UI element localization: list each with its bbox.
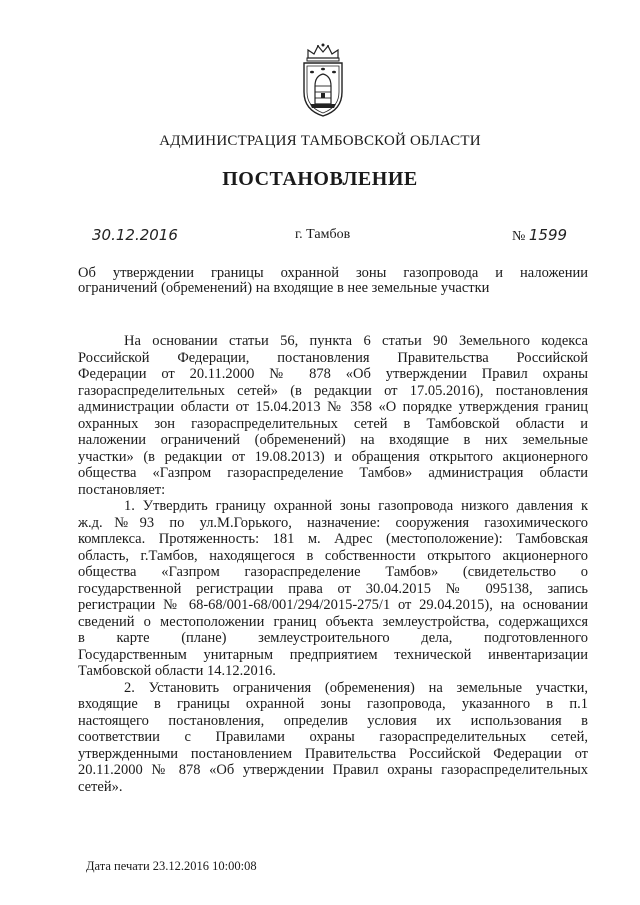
subject-line: ограничений (обременений) на входящие в нее земельные участки xyxy=(78,280,490,296)
text-line: общества «Газпром газораспределение Тамбов» (свидетельство о xyxy=(78,564,588,580)
text-line: комплекса. Протяженность: 181 м. Адрес (местоположение): Тамбовская xyxy=(78,531,588,547)
text-line: участки» (в редакции от 19.08.2013) и обращения открытого акционерного xyxy=(78,448,588,465)
handwritten-date: 30.12.2016 xyxy=(92,226,178,244)
print-date: Дата печати 23.12.2016 10:00:08 xyxy=(86,859,257,873)
number-prefix: № xyxy=(512,229,526,244)
handwritten-number: 1599 xyxy=(528,226,568,244)
text-line: 1. Утвердить границу охранной зоны газопровода низкого давления к xyxy=(124,498,588,514)
document-type-title: ПОСТАНОВЛЕНИЕ xyxy=(222,168,418,190)
text-line: наложении ограничений (обременений) на входящие в них земельные xyxy=(78,432,588,448)
text-line: входящие в границы охранной зоны газопровода, указанного в п.1 xyxy=(78,696,588,712)
text-line: ж.д.№93 по ул.М.Горького, назначение: сооружения газохимического xyxy=(78,514,588,531)
text-line: сетей». xyxy=(78,778,123,795)
text-line: 2. Установить ограничения (обременения) на земельные участки, xyxy=(124,679,588,696)
text-line: утвержденными постановлением Правительства Российской Федерации от xyxy=(78,745,588,762)
text-line: общества «Газпром газораспределение Тамбов» администрация области xyxy=(78,465,588,481)
document-subject xyxy=(78,266,588,296)
item-2-paragraph xyxy=(78,680,588,796)
text-line: Российской Федерации, постановления Правительства Российской xyxy=(78,349,588,366)
text-line: сведений о местоположении границ объекта землеустройства, содержащихся xyxy=(78,613,588,630)
text-line: регистрации № 68-68/001-68/001/294/2015-275/1 от 29.04.2015), на основании xyxy=(78,597,588,613)
text-line: 20.11.2000 № 878 «Об утверждении Правил охраны газораспределительных xyxy=(78,762,588,778)
text-line: в карте (плане) землеустроительного дела, подготовленного xyxy=(78,630,588,646)
text-line: Государственным унитарным предприятием технической инвентаризации xyxy=(78,646,588,663)
document-body xyxy=(78,333,588,795)
text-line: государственной регистрации права от 30.04.2015 № 095138, запись xyxy=(78,580,588,597)
text-line: настоящего постановления, определив условия их использования в xyxy=(78,712,588,729)
text-line: охранных зон газораспределительных сетей в Тамбовской области и xyxy=(78,415,588,432)
city: г. Тамбов xyxy=(295,227,351,242)
coat-of-arms-icon xyxy=(296,42,350,118)
text-line: администрации области от 15.04.2013 № 358 «О порядке утверждения границ xyxy=(78,399,588,415)
preamble-paragraph xyxy=(78,333,588,498)
subject-line: Об утверждении границы охранной зоны газопровода и наложении xyxy=(78,265,588,281)
text-line: На основании статьи 56, пункта 6 статьи 90 Земельного кодекса xyxy=(124,333,588,349)
organization-name: АДМИНИСТРАЦИЯ ТАМБОВСКОЙ ОБЛАСТИ xyxy=(159,133,481,149)
text-line: Тамбовской области 14.12.2016. xyxy=(78,663,276,679)
text-line: Федерации от 20.11.2000 № 878 «Об утверждении Правил охраны xyxy=(78,366,588,382)
text-line: соответствии с Правилами охраны газораспределительных сетей, xyxy=(78,729,588,745)
text-line: область, г.Тамбов, находящегося в собственности открытого акционерного xyxy=(78,547,588,564)
document-number xyxy=(512,226,567,245)
text-line: газораспределительных сетей» (в редакции от 17.05.2016), постановления xyxy=(78,382,588,399)
item-1-paragraph xyxy=(78,498,588,680)
text-line: постановляет: xyxy=(78,481,166,498)
